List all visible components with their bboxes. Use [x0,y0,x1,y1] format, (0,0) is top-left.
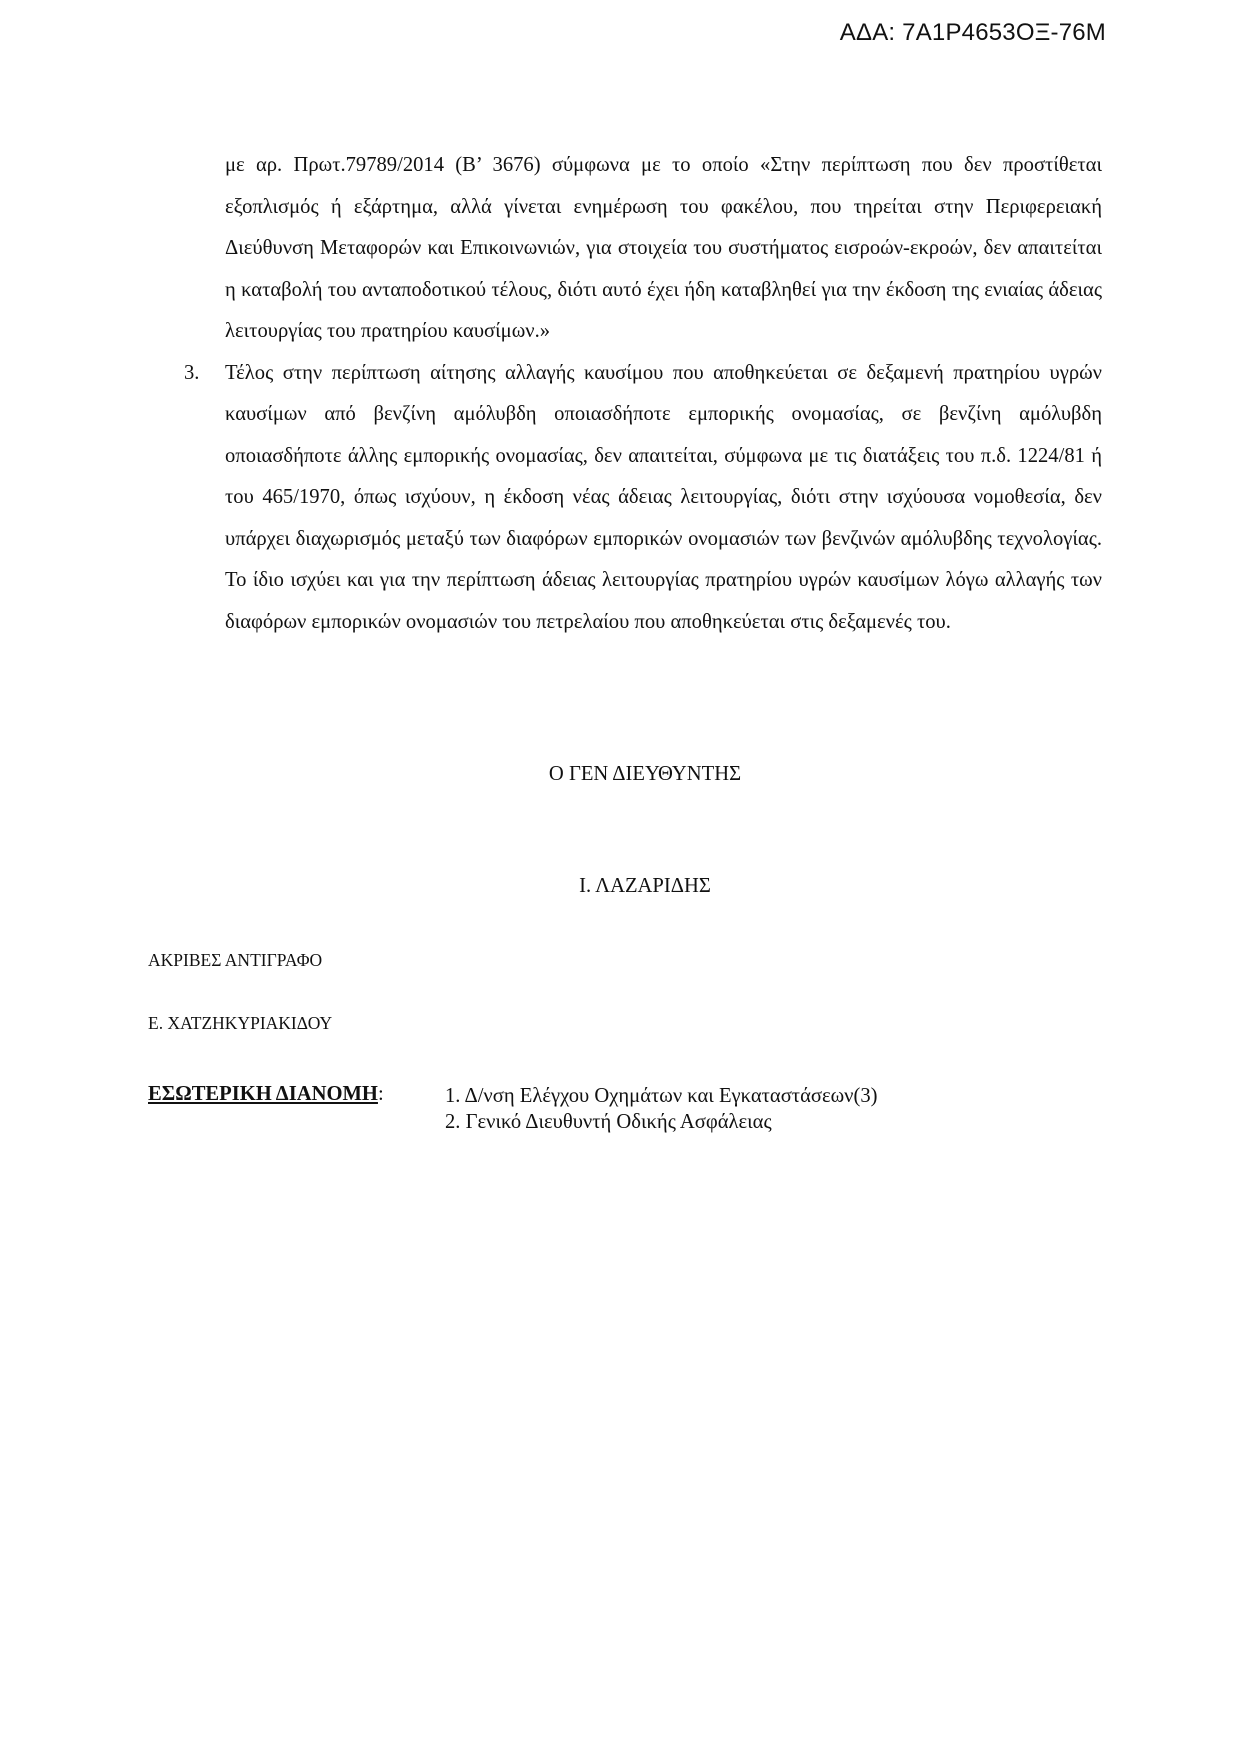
ada-code: ΑΔΑ: 7Α1Ρ4653ΟΞ-76Μ [839,19,1106,46]
list-item-3 [184,353,1102,644]
exact-copy-label: ΑΚΡΙΒΕΣ ΑΝΤΙΓΡΑΦΟ [148,950,323,970]
internal-distribution-heading: ΕΣΩΤΕΡΙΚΗ ΔΙΑΝΟΜΗ [148,1083,378,1105]
internal-distribution-colon: : [377,1083,384,1105]
list-item-number: 3. [184,361,200,384]
signatory-title: Ο ΓΕΝ ΔΙΕΥΘΥΝΤΗΣ [548,763,742,785]
distribution-list [445,1083,878,1135]
internal-distribution-label [148,1083,384,1106]
distribution-item: 2. Γενικό Διευθυντή Οδικής Ασφάλειας [445,1111,772,1133]
list-item-text: Τέλος στην περίπτωση αίτησης αλλαγής καυσίμου που αποθηκεύεται σε δεξαμενή πρατηρίου υγρών καυσίμων από βενζίνη αμόλυβδη οποιασδήποτε εμπορικής ονομασίας, σε βενζίνη αμόλυβδη οποιασδήποτε άλλης εμπορικής ονομασίας, δεν απαιτείται, σύμφωνα με τις διατάξεις του π.δ. 1224/81 ή του 465/1970, όπως ισχύουν, η έκδοση νέας άδειας λειτουργίας, διότι στην ισχύουσα νομοθεσία, δεν υπάρχει διαχωρισμός μεταξύ των διαφόρων εμπορικών ονομασιών των βενζινών αμόλυβδης τεχνολογίας. Το ίδιο ισχύει και για την περίπτωση άδειας λειτουργίας πρατηρίου υγρών καυσίμων λόγω αλλαγής των διαφόρων εμπορικών ονομασιών του πετρελαίου που αποθηκεύεται στις δεξαμενές του. [225,361,1102,633]
signatory-name: Ι. ΛΑΖΑΡΙΔΗΣ [579,875,711,897]
document-body [184,145,1102,643]
continuation-paragraph: με αρ. Πρωτ.79789/2014 (Β’ 3676) σύμφωνα με το οποίο «Στην περίπτωση που δεν προστίθεται εξοπλισμός ή εξάρτημα, αλλά γίνεται ενημέρωση του φακέλου, που τηρείται στην Περιφερειακή Διεύθυνση Μεταφορών και Επικοινωνιών, για στοιχεία του συστήματος εισροών-εκροών, δεν απαιτείται η καταβολή του ανταποδοτικού τέλους, διότι αυτό έχει ήδη καταβληθεί για την έκδοση της ενιαίας άδειας λειτουργίας του πρατηρίου καυσίμων.» [225,154,1102,342]
copy-certifier-name: Ε. ΧΑΤΖΗΚΥΡΙΑΚΙΔΟΥ [148,1013,333,1033]
distribution-item: 1. Δ/νση Ελέγχου Οχημάτων και Εγκαταστάσεων(3) [445,1085,878,1107]
